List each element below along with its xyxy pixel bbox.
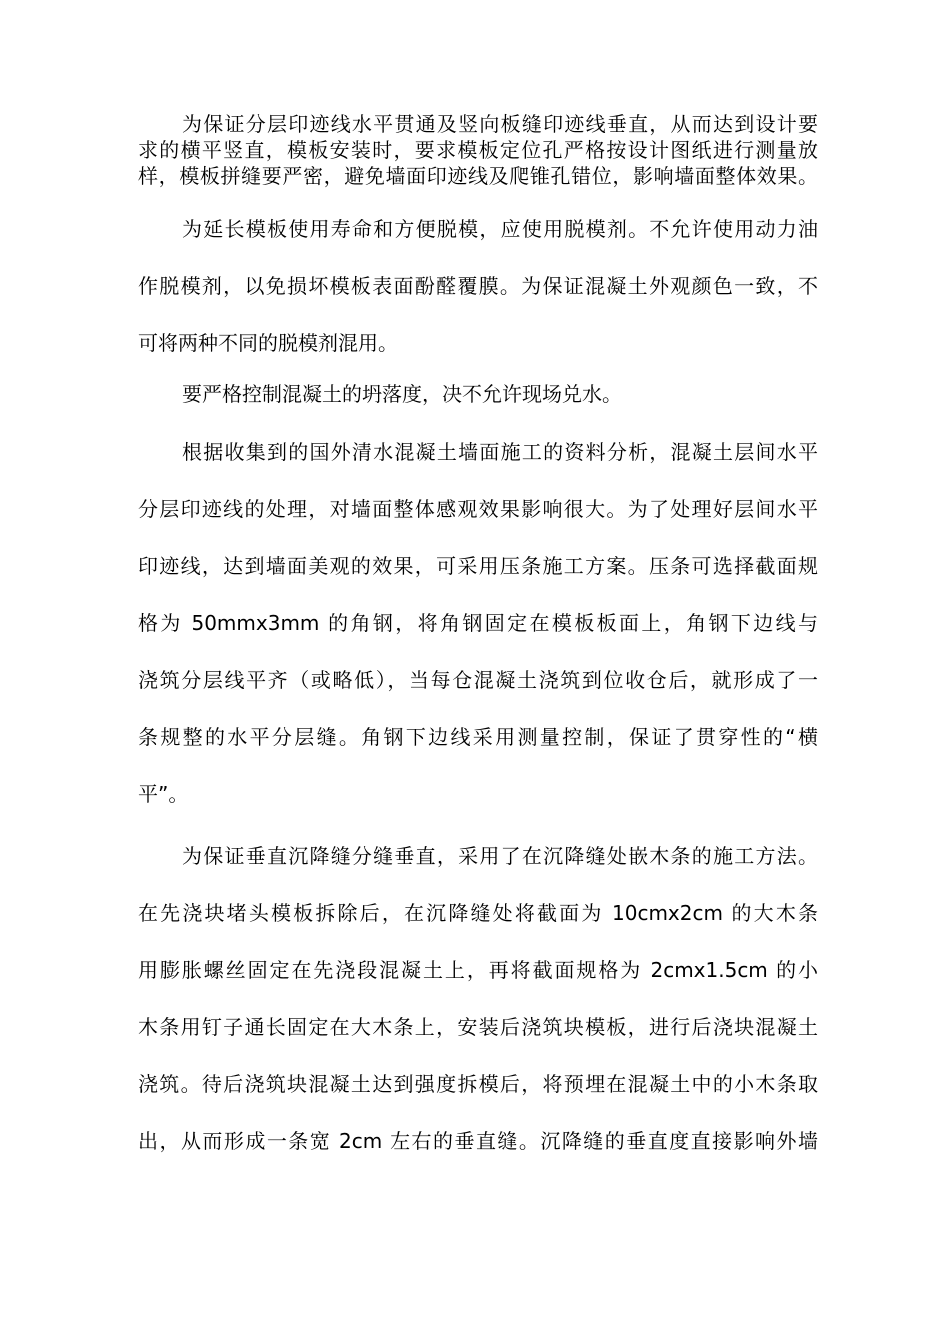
text-line: 格为 50mmx3mm 的角钢，将角钢固定在模板板面上，角钢下边线与 (138, 611, 818, 635)
paragraph-template-alignment (138, 111, 818, 189)
text-line: 印迹线，达到墙面美观的效果，可采用压条施工方案。压条可选择截面规 (138, 554, 818, 578)
text-line: 要严格控制混凝土的坍落度，决不允许现场兑水。 (182, 382, 622, 406)
text-line: 浇筑分层线平齐（或略低），当每仓混凝土浇筑到位收仓后，就形成了一 (138, 668, 818, 692)
text-line: 为延长模板使用寿命和方便脱模，应使用脱模剂。不允许使用动力油 (182, 217, 818, 241)
text-line: 可将两种不同的脱模剂混用。 (138, 331, 398, 355)
text-line: 根据收集到的国外清水混凝土墙面施工的资料分析，混凝土层间水平 (182, 440, 818, 464)
text-line: 分层印迹线的处理，对墙面整体感观效果影响很大。为了处理好层间水平 (138, 497, 818, 521)
paragraph-layer-trace-lines (138, 424, 818, 823)
text-line: 为保证分层印迹线水平贯通及竖向板缝印迹线垂直，从而达到设计要 (182, 112, 818, 136)
text-line: 为保证垂直沉降缝分缝垂直，采用了在沉降缝处嵌木条的施工方法。 (182, 844, 818, 868)
text-line: 条规整的水平分层缝。角钢下边线采用测量控制，保证了贯穿性的“横 (138, 725, 818, 749)
text-line: 平”。 (138, 782, 189, 806)
paragraph-settlement-joint (138, 828, 818, 1170)
text-line: 样，模板拼缝要严密，避免墙面印迹线及爬锥孔错位，影响墙面整体效果。 (138, 164, 818, 188)
text-line: 在先浇块堵头模板拆除后，在沉降缝处将截面为 10cmx2cm 的大木条 (138, 901, 818, 925)
text-line: 用膨胀螺丝固定在先浇段混凝土上，再将截面规格为 2cmx1.5cm 的小 (138, 958, 818, 982)
text-line: 出，从而形成一条宽 2cm 左右的垂直缝。沉降缝的垂直度直接影响外墙 (138, 1129, 818, 1153)
text-line: 木条用钉子通长固定在大木条上，安装后浇筑块模板，进行后浇块混凝土 (138, 1015, 818, 1039)
text-line: 作脱模剂，以免损坏模板表面酚醛覆膜。为保证混凝土外观颜色一致，不 (138, 274, 818, 298)
paragraph-slump-control (138, 366, 818, 423)
paragraph-release-agent (138, 201, 818, 372)
text-line: 求的横平竖直，模板安装时，要求模板定位孔严格按设计图纸进行测量放 (138, 138, 818, 162)
text-line: 浇筑。待后浇筑块混凝土达到强度拆模后，将预埋在混凝土中的小木条取 (138, 1072, 818, 1096)
